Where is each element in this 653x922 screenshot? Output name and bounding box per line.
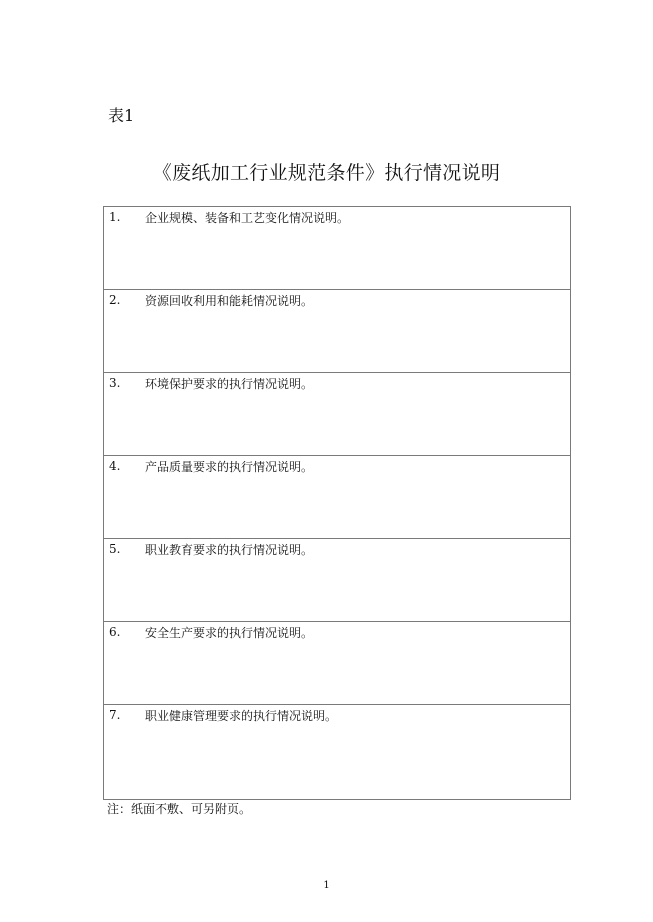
table-row[interactable] — [104, 705, 570, 799]
table-label: 表1 — [108, 106, 135, 125]
row-label: 企业规模、装备和工艺变化情况说明。 — [145, 211, 350, 225]
table-row[interactable] — [104, 290, 570, 373]
row-number: 7. — [109, 708, 121, 722]
table-row[interactable] — [104, 373, 570, 456]
row-number: 6. — [109, 625, 121, 639]
row-number: 2. — [109, 293, 121, 307]
row-label: 环境保护要求的执行情况说明。 — [145, 377, 314, 391]
row-label: 职业健康管理要求的执行情况说明。 — [145, 709, 338, 723]
row-label: 产品质量要求的执行情况说明。 — [145, 460, 314, 474]
row-label: 安全生产要求的执行情况说明。 — [145, 626, 314, 640]
form-table — [103, 206, 571, 800]
row-number: 3. — [109, 376, 121, 390]
footnote: 注：纸面不敷、可另附页。 — [107, 802, 252, 816]
table-row[interactable] — [104, 622, 570, 705]
row-number: 5. — [109, 542, 121, 556]
document-title: 《废纸加工行业规范条件》执行情况说明 — [152, 162, 501, 184]
table-row[interactable] — [104, 207, 570, 290]
row-label: 资源回收利用和能耗情况说明。 — [145, 294, 314, 308]
row-label: 职业教育要求的执行情况说明。 — [145, 543, 314, 557]
row-number: 4. — [109, 459, 121, 473]
row-number: 1. — [109, 210, 121, 224]
table-row[interactable] — [104, 456, 570, 539]
table-row[interactable] — [104, 539, 570, 622]
page-number: 1 — [323, 880, 330, 891]
